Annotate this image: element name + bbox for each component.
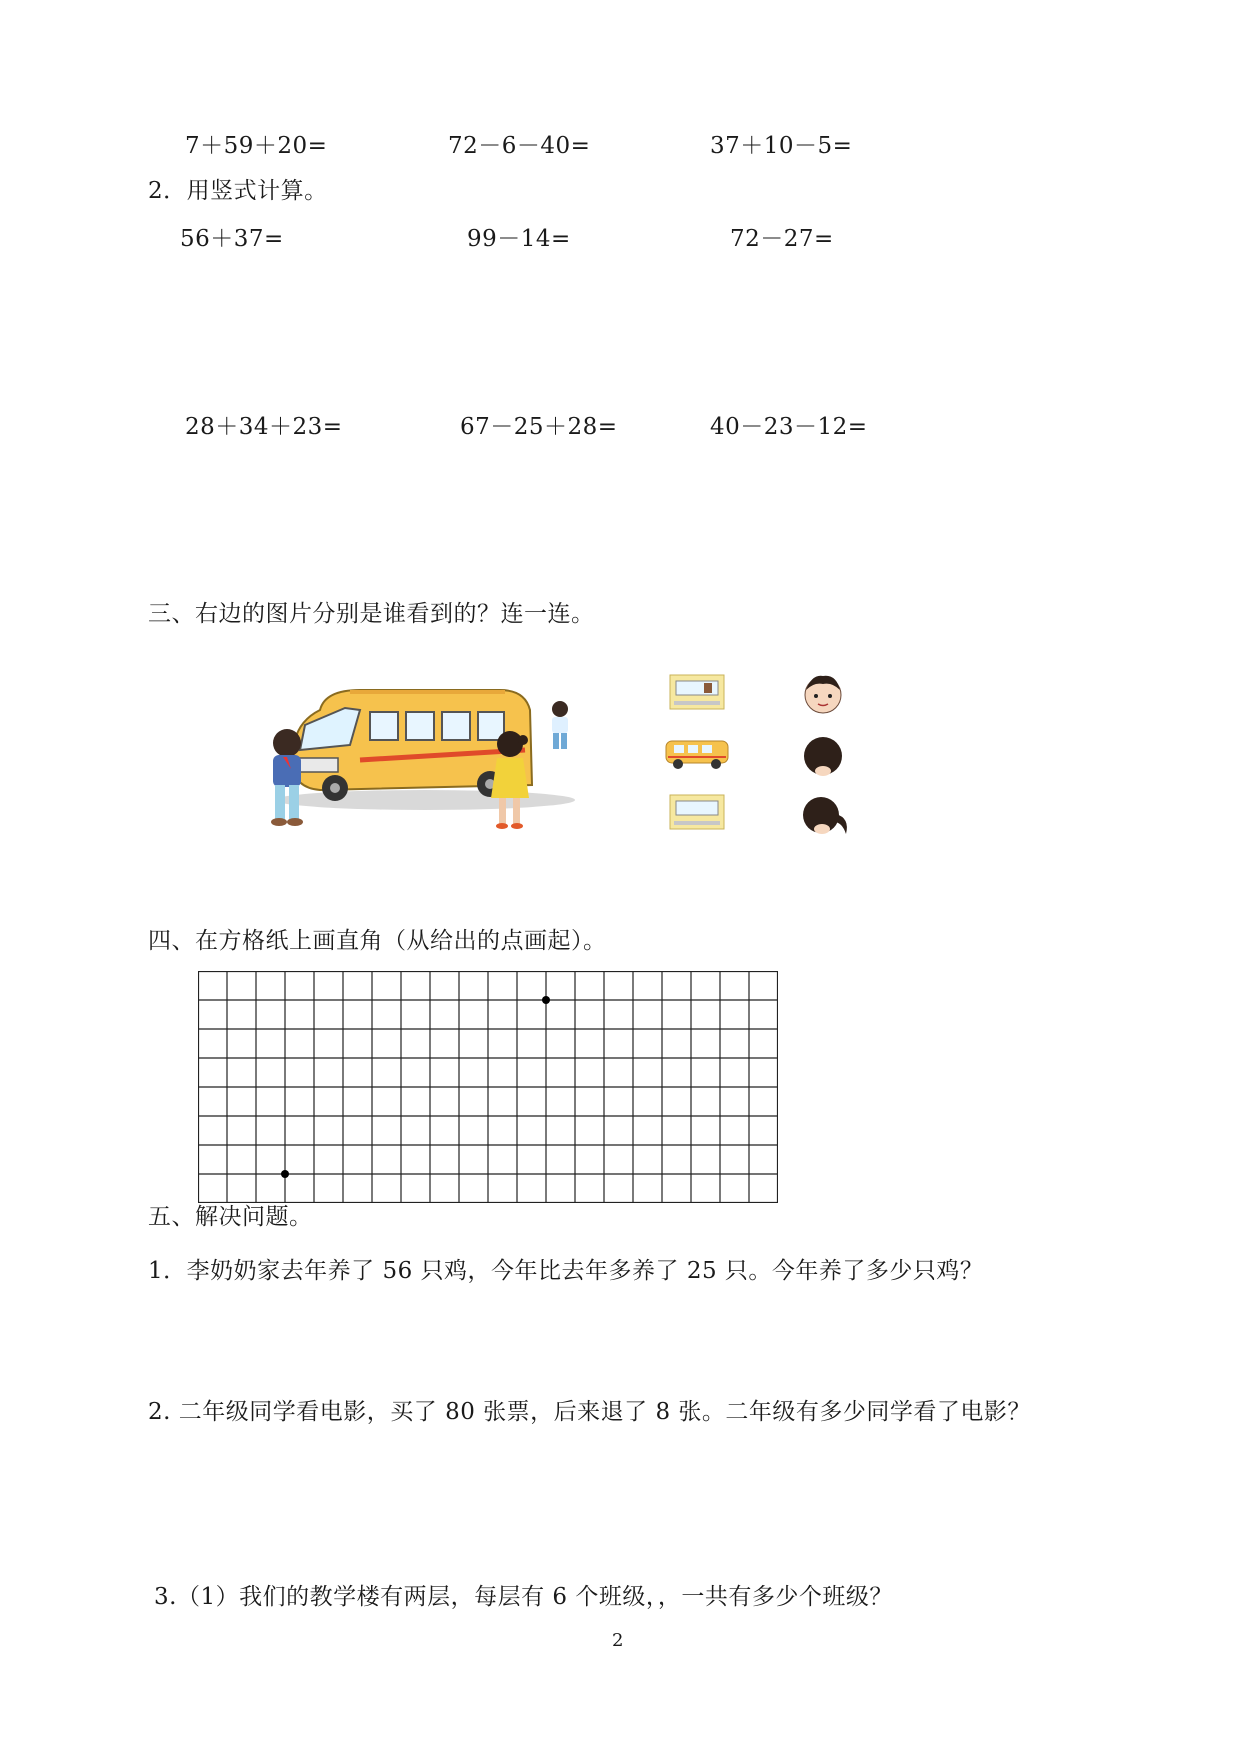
girl-ponytail-head-icon — [798, 792, 854, 838]
calc-item: 67－25＋28= — [460, 414, 618, 440]
calc-item: 7＋59＋20= — [185, 133, 328, 159]
word-problem: 1．李奶奶家去年养了 56 只鸡，今年比去年多养了 25 只。今年养了多少只鸡？ — [148, 1258, 984, 1284]
word-problem: 2. 二年级同学看电影，买了 80 张票，后来退了 8 张。二年级有多少同学看了电影？ — [148, 1399, 1031, 1425]
boy-back-head-icon — [800, 733, 846, 779]
page-number: 2 — [612, 1630, 624, 1651]
boy-left-figure — [255, 725, 315, 830]
girl-figure — [485, 728, 535, 833]
word-problem: 3.（1）我们的教学楼有两层，每层有 6 个班级，，一共有多少个班级？ — [154, 1584, 893, 1610]
boy-behind-bus-figure — [540, 700, 580, 755]
calc-item: 28＋34＋23= — [185, 414, 343, 440]
grid-start-dot — [281, 1170, 289, 1178]
grid-start-dot — [542, 996, 550, 1004]
section-heading: 五、解决问题。 — [148, 1204, 313, 1230]
calc-item: 99－14= — [467, 226, 571, 252]
square-grid-paper — [198, 971, 778, 1203]
bus-side-view-icon — [664, 737, 730, 771]
question-heading: 2．用竖式计算。 — [148, 178, 328, 204]
section-heading: 三、右边的图片分别是谁看到的？连一连。 — [148, 601, 595, 627]
bus-back-view-icon — [668, 673, 726, 713]
section-heading: 四、在方格纸上画直角（从给出的点画起）。 — [148, 928, 607, 954]
bus-front-view-icon — [668, 793, 726, 833]
calc-item: 72－6－40= — [448, 133, 591, 159]
calc-item: 40－23－12= — [710, 414, 868, 440]
calc-item: 72－27= — [730, 226, 834, 252]
boy-face-icon — [800, 670, 846, 716]
calc-item: 37＋10－5= — [710, 133, 853, 159]
calc-item: 56＋37= — [180, 226, 284, 252]
